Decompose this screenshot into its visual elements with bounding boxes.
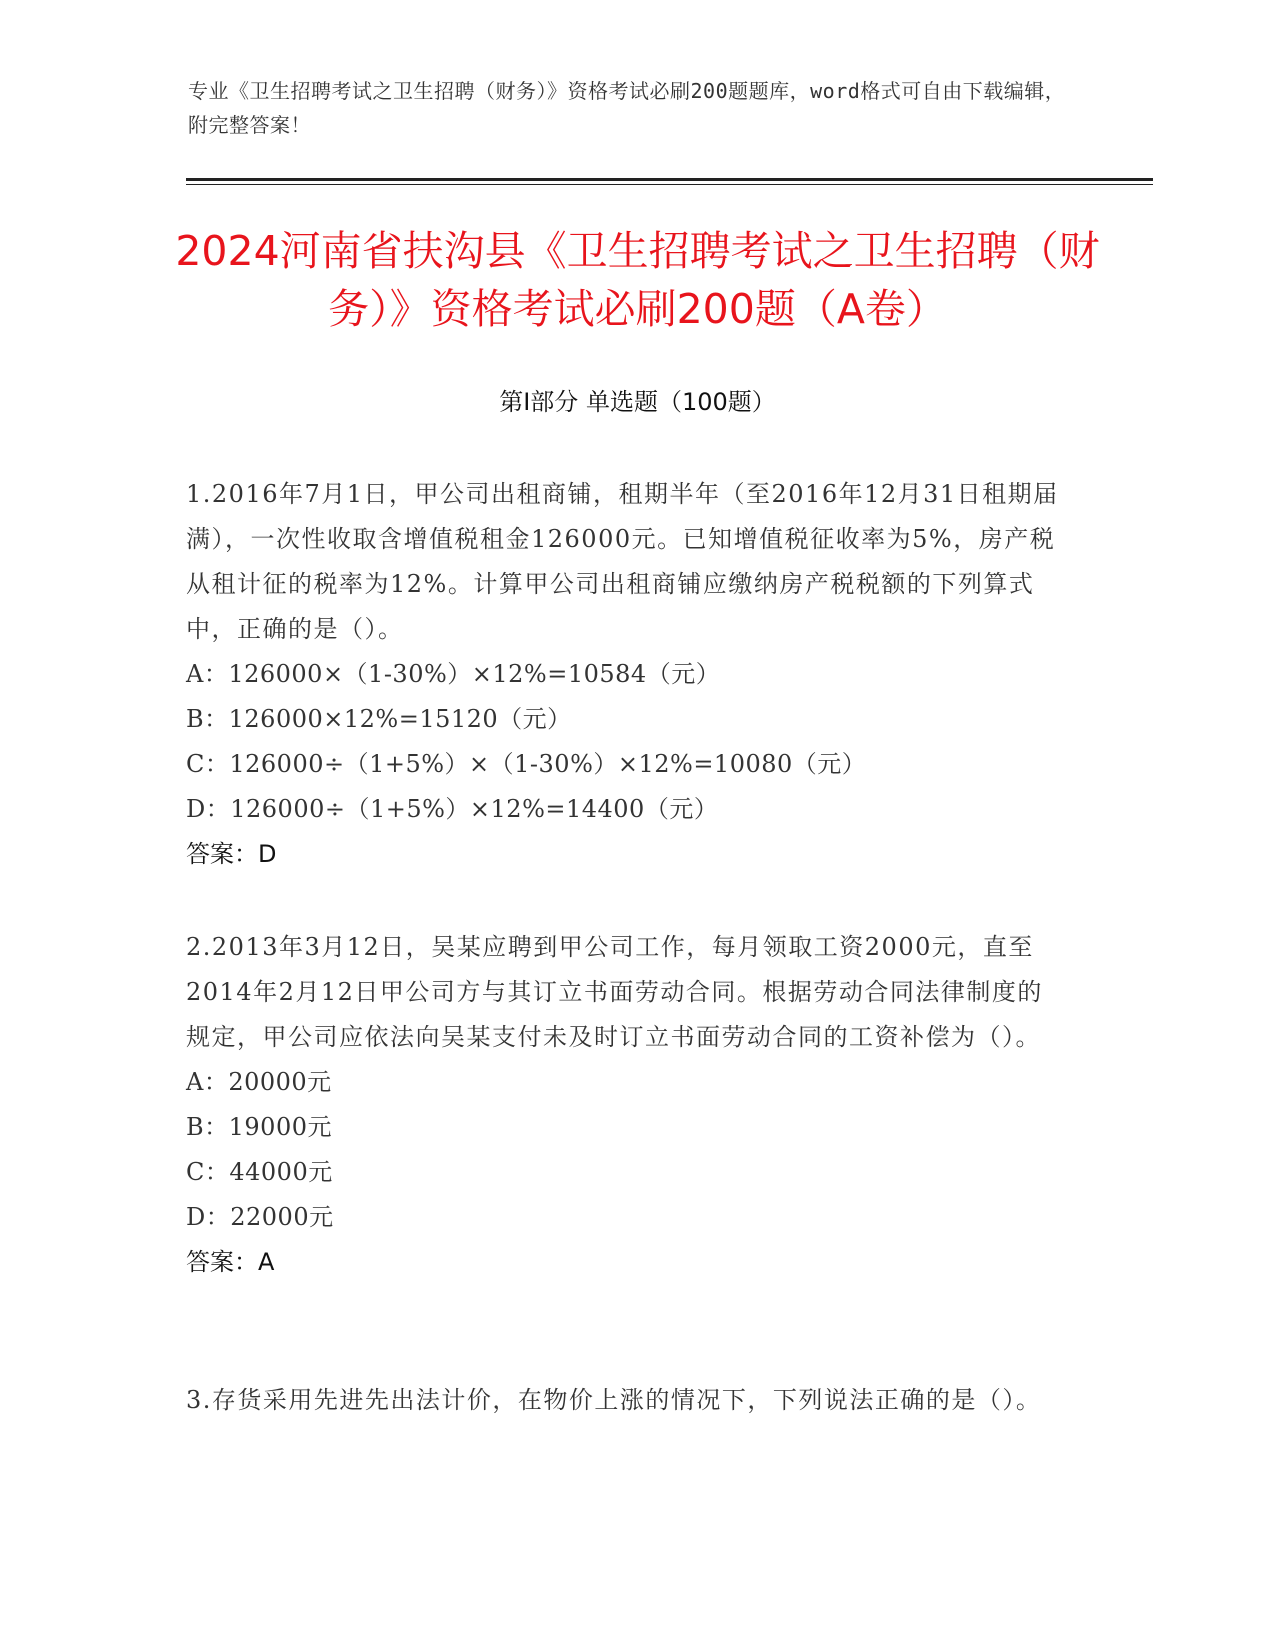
- option-b: B：126000×12%=15120（元）: [186, 705, 572, 733]
- header-divider-thin: [186, 184, 1153, 185]
- option-d: D：126000÷（1+5%）×12%=14400（元）: [186, 795, 719, 823]
- section-title: 第Ⅰ部分 单选题（100题）: [499, 388, 776, 416]
- header-divider-thick: [186, 178, 1153, 181]
- option-a: A：20000元: [186, 1068, 332, 1096]
- document-title: 2024河南省扶沟县《卫生招聘考试之卫生招聘（财务）》资格考试必刷200题（A卷）: [175, 227, 1100, 333]
- option-b: B：19000元: [186, 1113, 332, 1141]
- question-stem: 1.2016年7月1日，甲公司出租商铺，租期半年（至2016年12月31日租期届满），一次性收取含增值税租金126000元。已知增值税征收率为5%，房产税从租计征的税率为12%。计算甲公司出租商铺应缴纳房产税税额的下列算式中，正确的是（）。: [186, 480, 1059, 643]
- option-c: C：126000÷（1+5%）×（1-30%）×12%=10080（元）: [186, 750, 867, 778]
- option-a: A：126000×（1-30%）×12%=10584（元）: [186, 660, 721, 688]
- question-2: [186, 925, 1066, 1285]
- question-stem: 2.2013年3月12日，吴某应聘到甲公司工作，每月领取工资2000元，直至2014年2月12日甲公司方与其订立书面劳动合同。根据劳动合同法律制度的规定，甲公司应依法向吴某支付未及时订立书面劳动合同的工资补偿为（）。: [186, 933, 1043, 1051]
- answer: 答案：A: [186, 1248, 275, 1276]
- answer: 答案：D: [186, 840, 277, 868]
- question-3: [186, 1378, 1066, 1423]
- question-1: [186, 472, 1066, 877]
- option-c: C：44000元: [186, 1158, 333, 1186]
- question-stem: 3.存货采用先进先出法计价，在物价上涨的情况下，下列说法正确的是（）。: [186, 1386, 1042, 1414]
- option-d: D：22000元: [186, 1203, 334, 1231]
- header-note: 专业《卫生招聘考试之卫生招聘（财务）》资格考试必刷200题题库，word格式可自由下载编辑，附完整答案！: [188, 79, 1066, 137]
